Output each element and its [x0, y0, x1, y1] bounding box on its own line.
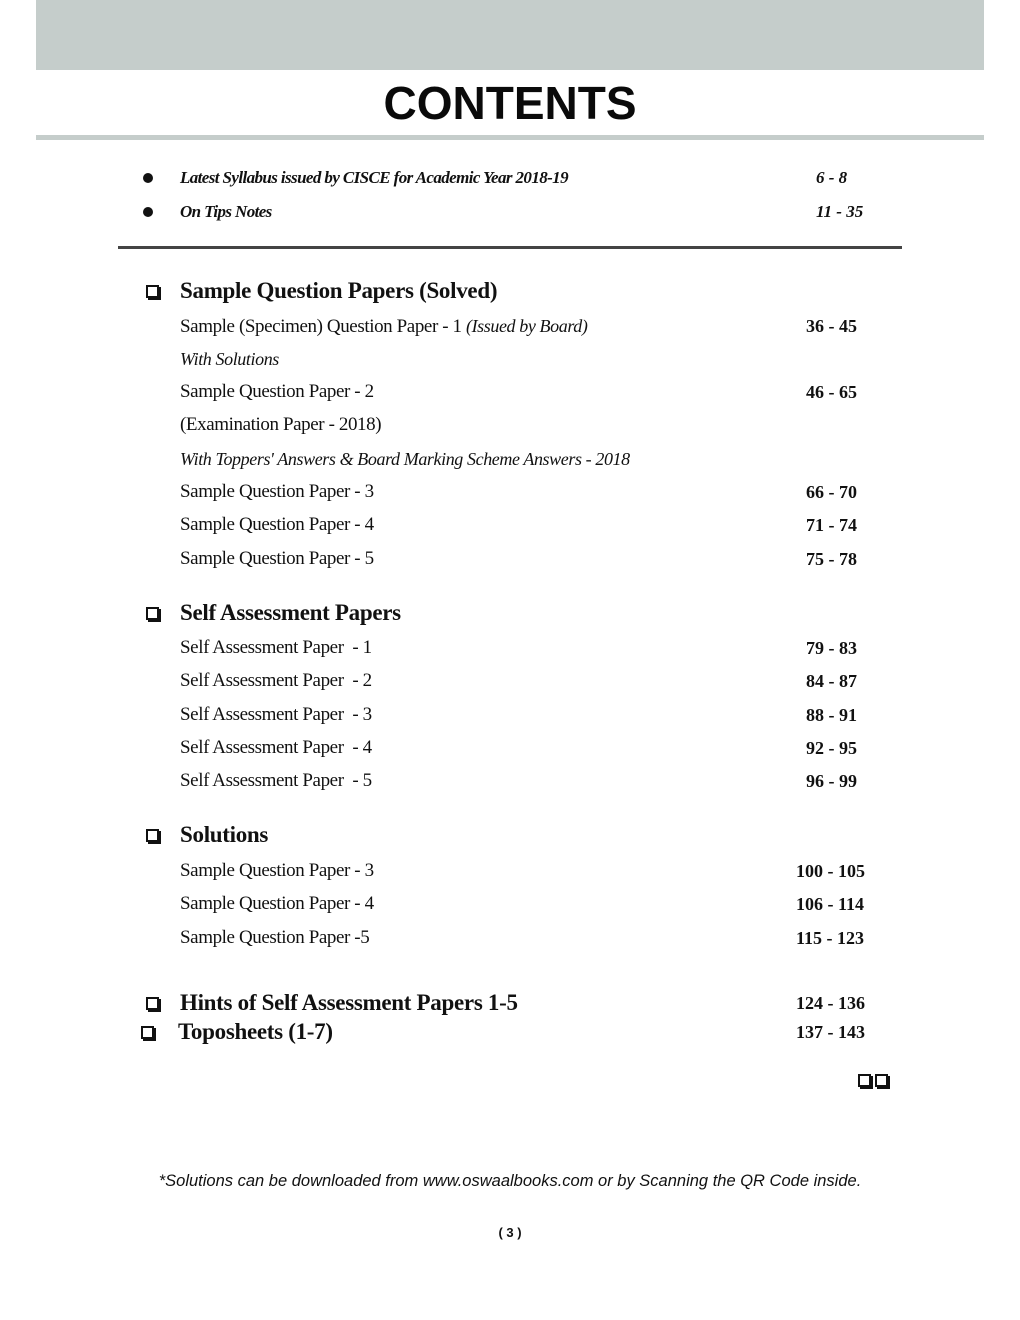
entry-pages: 100 - 105	[796, 861, 865, 881]
toc-entry	[0, 313, 1020, 339]
toc-entry	[0, 446, 1020, 472]
footer-note: *Solutions can be downloaded from www.oswaalbooks.com or by Scanning the QR Code inside.	[158, 1172, 862, 1190]
entry-title	[180, 858, 374, 884]
entry-pages: 6 - 8	[816, 168, 848, 187]
section-heading: Hints of Self Assessment Papers 1-5	[180, 990, 518, 1015]
toc-entry	[0, 925, 1020, 951]
entry-title	[180, 768, 372, 794]
entry-title	[180, 512, 374, 538]
entry-pages: 92 - 95	[806, 738, 857, 758]
toc-entry	[0, 891, 1020, 917]
entry-title-text: With Solutions	[180, 349, 279, 369]
toc-entry	[0, 512, 1020, 538]
entry-pages: 36 - 45	[806, 316, 857, 336]
checkbox-square-icon	[146, 997, 159, 1010]
end-square-icon	[875, 1074, 888, 1087]
entry-pages: 106 - 114	[796, 894, 865, 914]
entry-title	[180, 479, 374, 505]
entry-pages: 46 - 65	[806, 382, 857, 402]
divider	[118, 246, 902, 249]
entry-title	[180, 546, 374, 572]
toc-entry	[0, 858, 1020, 884]
entry-title	[180, 668, 372, 694]
toc-entry	[0, 702, 1020, 728]
toc-entry	[0, 735, 1020, 761]
entry-title	[180, 891, 374, 917]
entry-title	[180, 702, 372, 728]
toc-entry	[0, 1019, 1020, 1045]
entry-title-text: Sample Question Paper - 2	[180, 381, 374, 402]
entry-title-text: Sample (Specimen) Question Paper - 1	[180, 316, 466, 337]
toc-entry	[0, 635, 1020, 661]
entry-title-text: Sample Question Paper - 4	[180, 514, 374, 535]
entry-title-text: Sample Question Paper - 3	[180, 860, 374, 881]
entry-pages: 88 - 91	[806, 705, 857, 725]
bullet-icon	[143, 207, 153, 217]
toc-entry	[0, 546, 1020, 572]
end-square-icon	[858, 1074, 871, 1087]
checkbox-square-icon	[141, 1026, 154, 1039]
entry-title-text: Self Assessment Paper - 5	[180, 770, 372, 791]
entry-pages: 137 - 143	[796, 1022, 865, 1042]
toc-entry	[0, 278, 1020, 304]
section-heading: Self Assessment Papers	[180, 600, 401, 625]
divider	[36, 135, 984, 140]
entry-pages: 75 - 78	[806, 549, 857, 569]
entry-title	[180, 735, 372, 761]
page-title: CONTENTS	[383, 77, 637, 129]
entry-title-text: Self Assessment Paper - 2	[180, 670, 372, 691]
toc-entry	[0, 668, 1020, 694]
section-heading: Sample Question Papers (Solved)	[180, 278, 498, 303]
entry-title-text: Sample Question Paper - 3	[180, 481, 374, 502]
entry-pages: 96 - 99	[806, 771, 857, 791]
entry-title-text: Self Assessment Paper - 1	[180, 637, 372, 658]
entry-title-text: Sample Question Paper -5	[180, 927, 370, 948]
entry-title	[180, 412, 381, 438]
entry-pages: 71 - 74	[806, 515, 857, 535]
toc-entry	[0, 479, 1020, 505]
entry-pages: 11 - 35	[816, 202, 864, 221]
toc-entry	[0, 199, 1020, 225]
entry-note: (Issued by Board)	[465, 316, 588, 336]
entry-title-text: Self Assessment Paper - 3	[180, 704, 372, 725]
entry-title-text: Self Assessment Paper - 4	[180, 737, 372, 758]
entry-title-text: (Examination Paper - 2018)	[180, 414, 382, 435]
checkbox-square-icon	[146, 829, 159, 842]
toc-entry	[0, 412, 1020, 438]
entry-pages: 84 - 87	[806, 671, 857, 691]
entry-title	[180, 925, 369, 951]
checkbox-square-icon	[146, 607, 159, 620]
entry-title-text: Sample Question Paper - 5	[180, 548, 374, 569]
toc-entry	[0, 600, 1020, 626]
bullet-icon	[143, 173, 153, 183]
toc-entry	[0, 768, 1020, 794]
entry-title	[180, 446, 630, 472]
entry-pages: 79 - 83	[806, 638, 857, 658]
toc-entry	[0, 165, 1020, 191]
entry-pages: 124 - 136	[796, 993, 865, 1013]
toc-entry	[0, 379, 1020, 405]
entry-title: Latest Syllabus issued by CISCE for Academic Year 2018-19	[180, 168, 568, 187]
page-number: ( 3 )	[498, 1225, 522, 1240]
entry-title	[180, 379, 374, 405]
entry-title	[180, 346, 279, 372]
entry-pages: 66 - 70	[806, 482, 857, 502]
section-heading: Toposheets (1-7)	[178, 1019, 333, 1044]
toc-entry	[0, 346, 1020, 372]
toc-entry	[0, 822, 1020, 848]
toc-entry	[0, 990, 1020, 1016]
entry-pages: 115 - 123	[796, 928, 865, 948]
entry-title: On Tips Notes	[180, 202, 272, 221]
entry-title-text: With Toppers' Answers & Board Marking Scheme Answers - 2018	[180, 449, 630, 469]
header-band	[36, 0, 984, 70]
entry-title-text: Sample Question Paper - 4	[180, 893, 374, 914]
entry-title	[180, 635, 372, 661]
section-heading: Solutions	[180, 822, 269, 847]
checkbox-square-icon	[146, 285, 159, 298]
entry-title	[180, 313, 587, 340]
